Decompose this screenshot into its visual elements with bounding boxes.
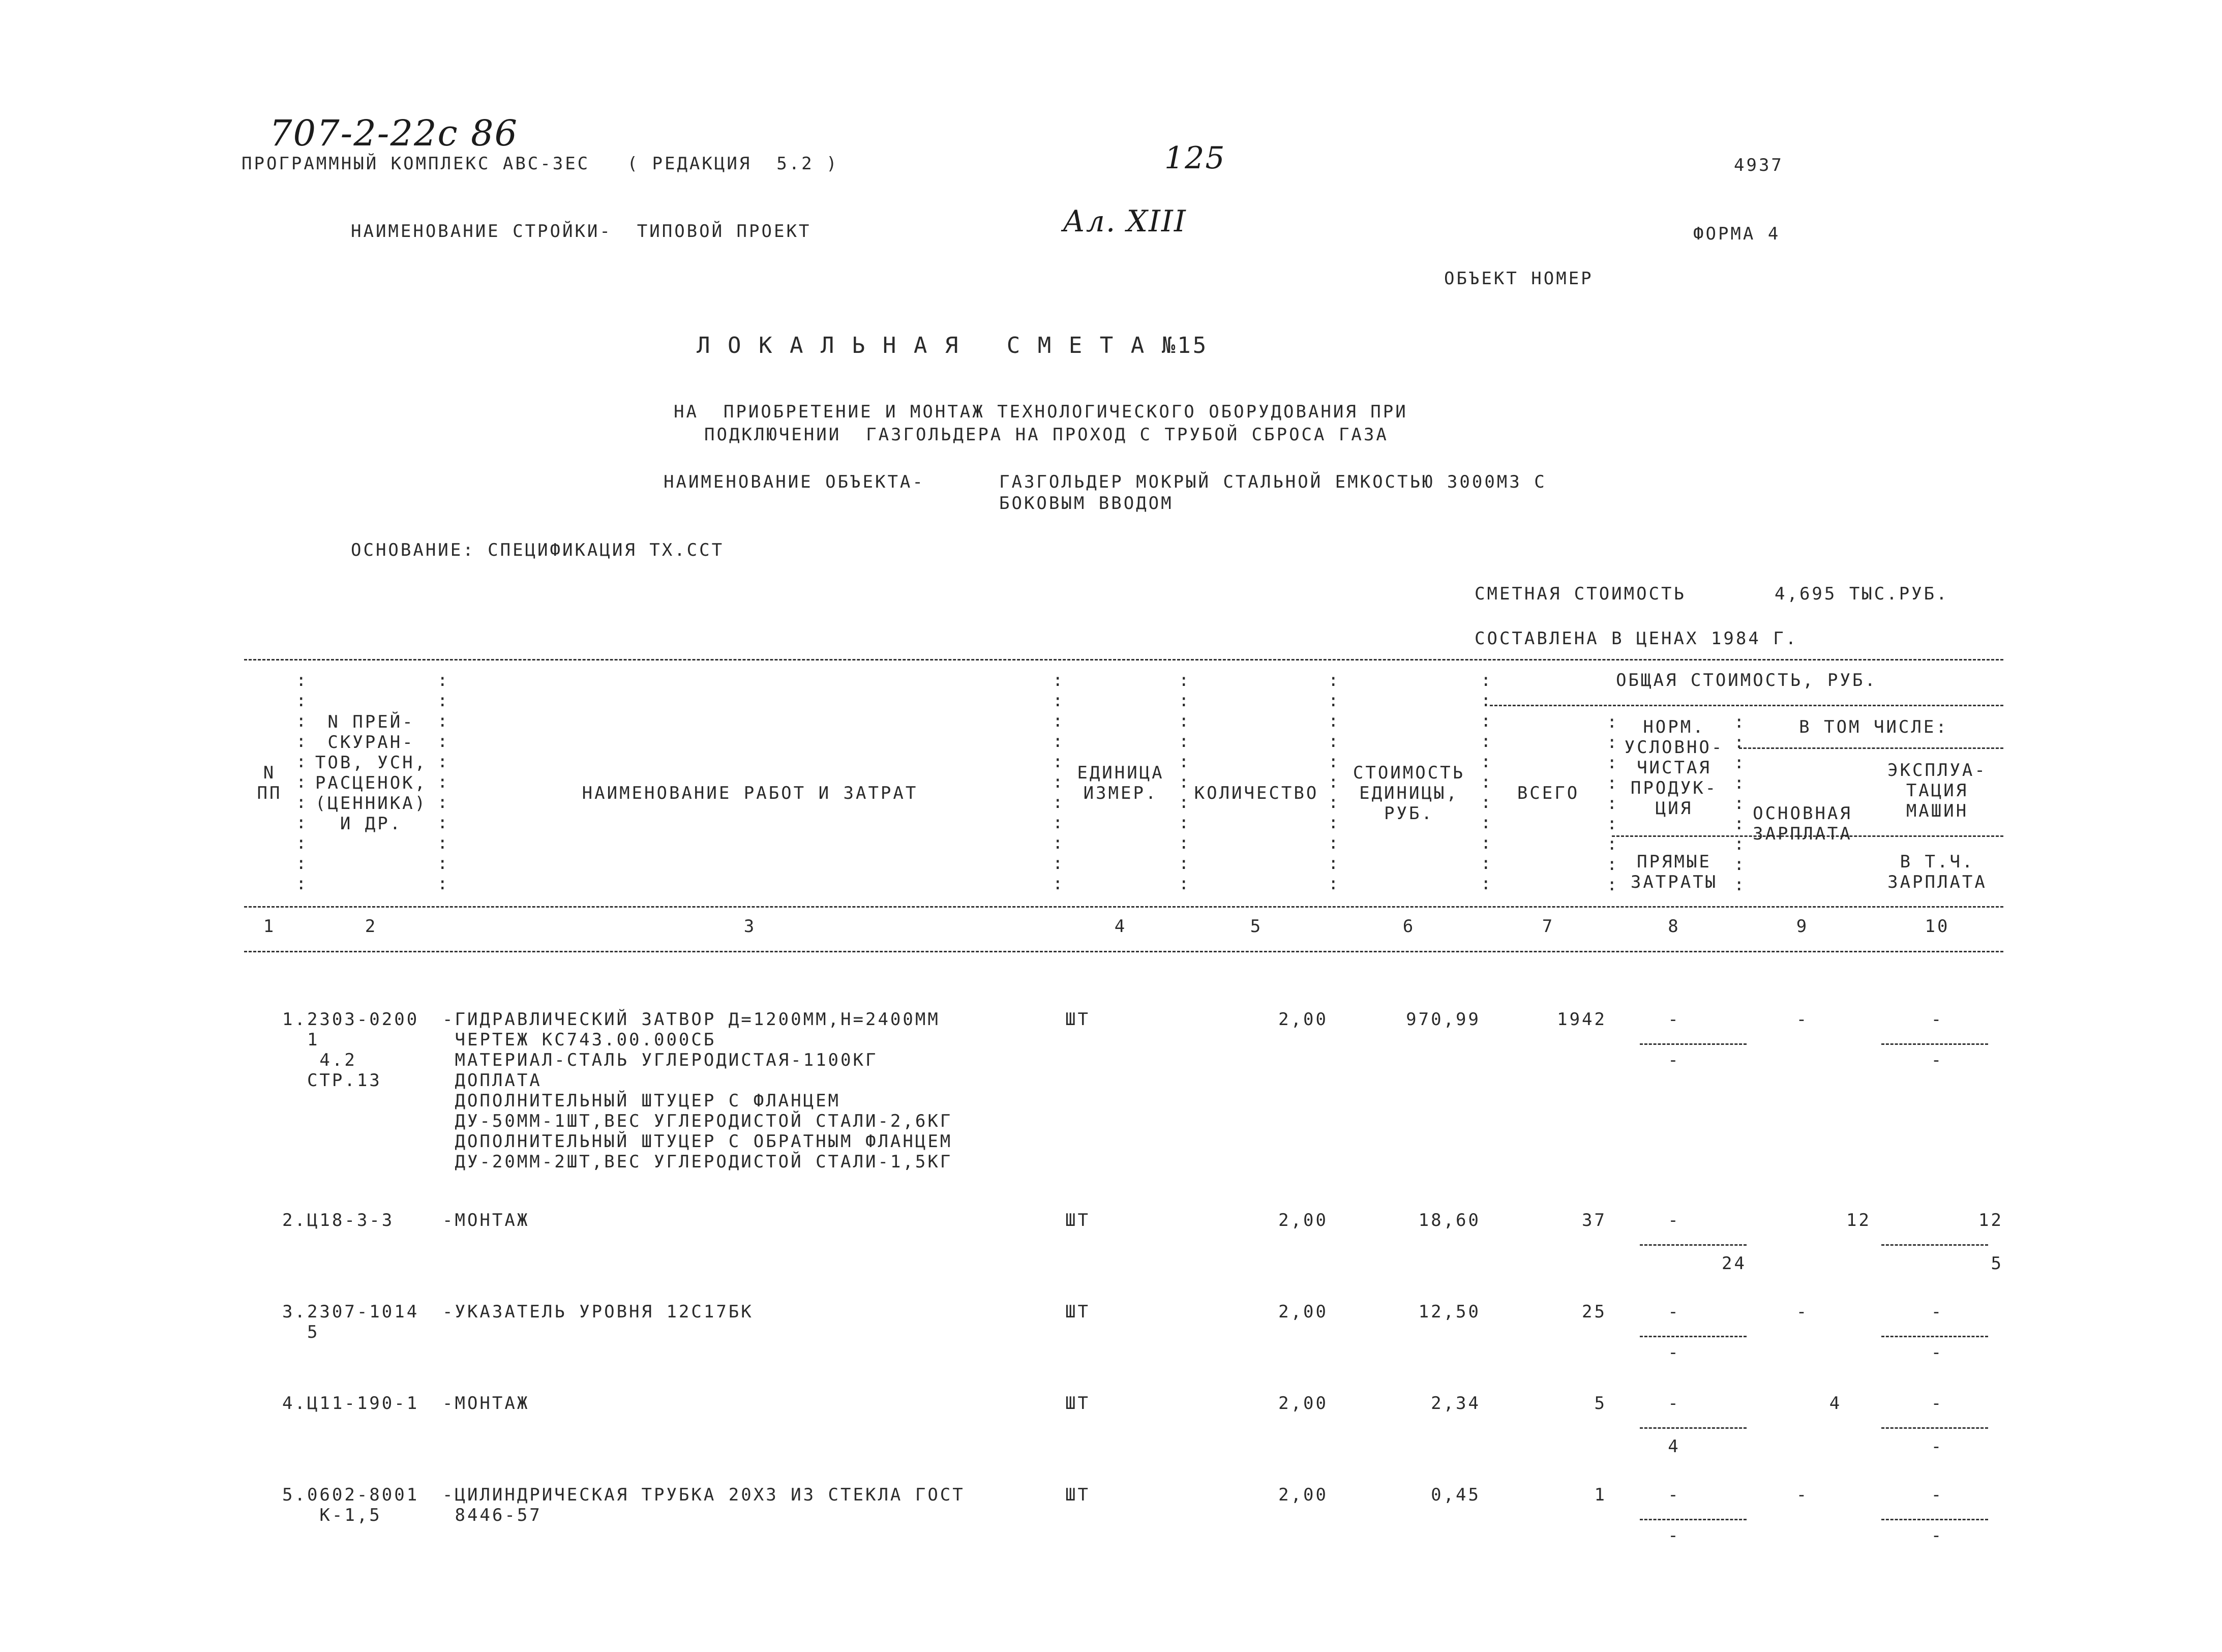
row-direct-top: - [1668,1393,1680,1414]
row-qty: 2,00 [1278,1393,1328,1414]
row-machines-top: - [1931,1009,1944,1030]
row-machines-bottom: - [1931,1525,1944,1546]
row-code: 2.Ц18-3-3 [282,1210,395,1230]
row-price: 970,99 [1406,1009,1481,1030]
table-top-rule [244,659,2003,660]
row-salary: 4 [1829,1393,1842,1414]
row-name: -УКАЗАТЕЛЬ УРОВНЯ 12С17БК [442,1302,754,1322]
price-base: СОСТАВЛЕНА В ЦЕНАХ 1984 Г. [1475,628,1798,649]
row-code: 4.Ц11-190-1 [282,1393,419,1414]
row-code: 1.2303-0200 1 4.2 СТР.13 [282,1009,419,1091]
incl-rule [1739,747,2003,749]
row-direct-top: - [1668,1302,1680,1322]
row-salary: - [1796,1485,1809,1505]
row-direct-top: - [1668,1009,1680,1030]
object-name-1: ГАЗГОЛЬДЕР МОКРЫЙ СТАЛЬНОЙ ЕМКОСТЬЮ 3000М3 С [999,472,1547,492]
row-unit: ШТ [1065,1302,1090,1322]
row-name: -МОНТАЖ [442,1393,530,1414]
row-name: -ГИДРАВЛИЧЕСКИЙ ЗАТВОР Д=1200ММ,Н=2400ММ ЧЕРТЕЖ КС743.00.000СБ МАТЕРИАЛ-СТАЛЬ УГЛЕРОДИСТАЯ-1100КГ ДОПЛАТА ДОПОЛНИТЕЛЬНЫЙ ШТУЦЕР С ФЛАНЦЕМ ДУ-50ММ-1ШТ,ВЕС УГЛЕРОДИСТОЙ СТАЛИ-2,6КГ ДОПОЛНИТЕЛЬНЫЙ ШТУЦЕР С ОБРАТНЫМ ФЛАНЦЕМ ДУ-20ММ-2ШТ,ВЕС УГЛЕРОДИСТОЙ СТАЛИ-1,5КГ [442,1009,953,1172]
row-salary: - [1796,1302,1809,1322]
row-direct-bottom: - [1668,1525,1680,1546]
col10-header-bottom: В Т.Ч. ЗАРПЛАТА [1887,852,1987,892]
row-qty: 2,00 [1278,1009,1328,1030]
object-number: ОБЪЕКТ НОМЕР [1444,268,1594,289]
header-bottom-rule [244,906,2003,908]
row-direct-bottom: - [1668,1342,1680,1363]
col5-header: КОЛИЧЕСТВО [1194,783,1319,803]
row-direct-top: - [1668,1485,1680,1505]
col8-header-top: НОРМ. УСЛОВНО- ЧИСТАЯ ПРОДУК- ЦИЯ [1624,717,1724,819]
estimated-cost-value: 4,695 ТЫС.РУБ. [1775,584,1949,604]
object-name-2: БОКОВЫМ ВВОДОМ [999,493,1174,514]
row-direct-bottom: 24 [1722,1253,1747,1274]
incl-header: В ТОМ ЧИСЛЕ: [1799,717,1948,737]
row-machines-top: 12 [1978,1210,2003,1230]
row-total: 1 [1594,1485,1607,1505]
row-code: 3.2307-1014 5 [282,1302,419,1342]
col3-header: НАИМЕНОВАНИЕ РАБОТ И ЗАТРАТ [582,783,918,803]
row-total: 1942 [1557,1009,1607,1030]
document-number: 4937 [1734,155,1784,175]
row-qty: 2,00 [1278,1210,1328,1230]
row-unit: ШТ [1065,1485,1090,1505]
row-direct-top: - [1668,1210,1680,1230]
construction-name: НАИМЕНОВАНИЕ СТРОЙКИ- ТИПОВОЙ ПРОЕКТ [351,221,812,242]
col7-header: ВСЕГО [1517,783,1580,803]
numbers-bottom-rule [244,951,2003,952]
row-unit: ШТ [1065,1210,1090,1230]
work-description-1: НА ПРИОБРЕТЕНИЕ И МОНТАЖ ТЕХНОЛОГИЧЕСКОГО ОБОРУДОВАНИЯ ПРИ [674,402,1408,422]
row-total: 5 [1594,1393,1607,1414]
row-machines-top: - [1931,1485,1944,1505]
row-qty: 2,00 [1278,1302,1328,1322]
row-machines-bottom: 5 [1991,1253,2003,1274]
handwritten-page-number: 125 [1164,140,1226,176]
row-machines-top: - [1931,1302,1944,1322]
row-machines-bottom: - [1931,1436,1944,1457]
row-total: 25 [1582,1302,1607,1322]
object-label: НАИМЕНОВАНИЕ ОБЪЕКТА- [664,472,925,492]
col6-header: СТОИМОСТЬ ЕДИНИЦЫ, РУБ. [1353,763,1465,824]
handwritten-code: 707-2-22с 86 [269,112,519,154]
col4-header: ЕДИНИЦА ИЗМЕР. [1077,763,1164,803]
row-unit: ШТ [1065,1009,1090,1030]
row-machines-bottom: - [1931,1342,1944,1363]
row-salary: - [1796,1009,1809,1030]
program-name: ПРОГРАММНЫЙ КОМПЛЕКС АВС-3ЕС ( РЕДАКЦИЯ 5.2 ) [242,154,839,174]
row-total: 37 [1582,1210,1607,1230]
estimated-cost-label: СМЕТНАЯ СТОИМОСТЬ [1475,584,1686,604]
col10-header-top: ЭКСПЛУА- ТАЦИЯ МАШИН [1887,760,1987,821]
row-name: -ЦИЛИНДРИЧЕСКАЯ ТРУБКА 20Х3 ИЗ СТЕКЛА ГОСТ 8446-57 [442,1485,965,1525]
form-label: ФОРМА 4 [1693,224,1781,244]
col9-header: ОСНОВНАЯ ЗАРПЛАТА [1753,803,1852,844]
row-price: 2,34 [1431,1393,1481,1414]
basis: ОСНОВАНИЕ: СПЕЦИФИКАЦИЯ ТХ.ССТ [351,540,725,560]
row-qty: 2,00 [1278,1485,1328,1505]
row-direct-bottom: 4 [1668,1436,1680,1457]
row-machines-top: - [1931,1393,1944,1414]
row-unit: ШТ [1065,1393,1090,1414]
row-machines-bottom: - [1931,1050,1944,1070]
row-code: 5.0602-8001 К-1,5 [282,1485,419,1525]
document-title: Л О К А Л Ь Н А Я С М Е Т А №15 [697,333,1209,358]
row-name: -МОНТАЖ [442,1210,530,1230]
col8-header-bottom: ПРЯМЫЕ ЗАТРАТЫ [1630,852,1718,892]
handwritten-album: Ал. XIII [1063,204,1187,238]
row-salary: 12 [1846,1210,1871,1230]
row-price: 0,45 [1431,1485,1481,1505]
work-description-2: ПОДКЛЮЧЕНИИ ГАЗГОЛЬДЕРА НА ПРОХОД С ТРУБОЙ СБРОСА ГАЗА [704,425,1389,445]
col1-header: N ПП [257,763,282,803]
col2-header: N ПРЕЙ- СКУРАН- ТОВ, УСН, РАСЦЕНОК, (ЦЕННИКА) И ДР. [315,712,428,834]
row-direct-bottom: - [1668,1050,1680,1070]
total-cost-rule [1490,705,2003,706]
total-cost-header: ОБЩАЯ СТОИМОСТЬ, РУБ. [1616,670,1877,690]
row-price: 12,50 [1418,1302,1481,1322]
row-price: 18,60 [1418,1210,1481,1230]
